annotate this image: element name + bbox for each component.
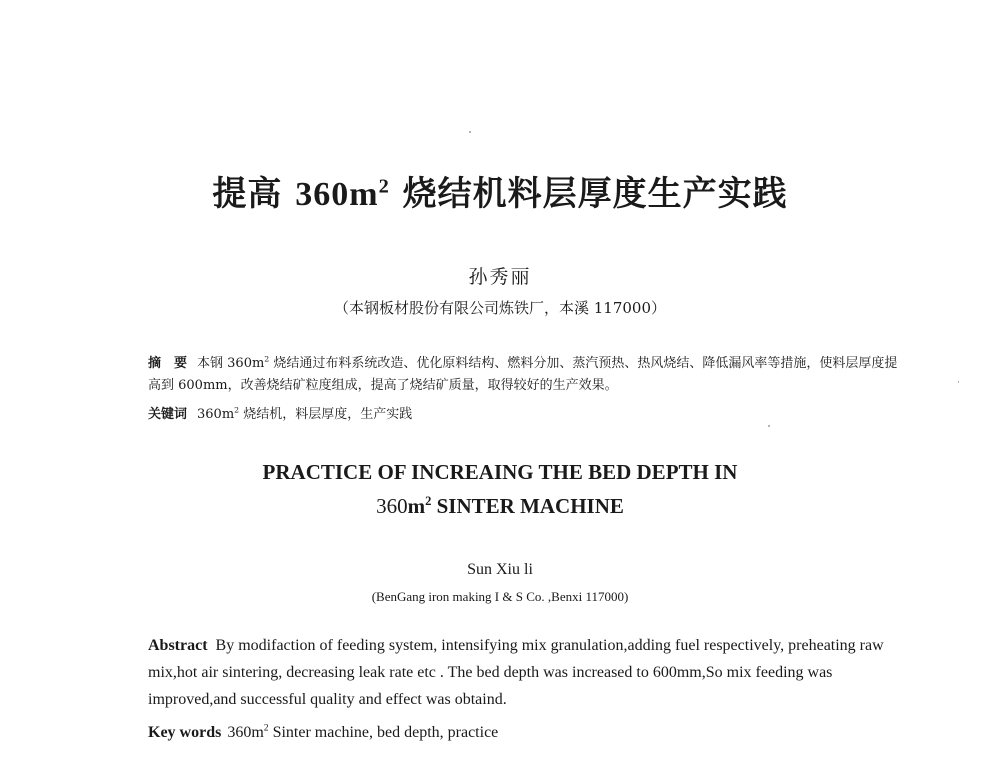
scan-speck bbox=[469, 131, 471, 133]
chinese-abstract-text-rest: 烧结通过布料系统改造、优化原料结构、燃料分加、蒸汽预热、热风烧结、降低漏风率等措施，使料层厚度提高到 600mm，改善烧结矿粒度组成，提高了烧结矿质量，取得较好的生产效果。 bbox=[148, 356, 898, 393]
chinese-keywords-text-start: 360m bbox=[197, 407, 235, 422]
chinese-title-suffix: 烧结机料层厚度生产实践 bbox=[402, 174, 788, 214]
chinese-keywords-superscript: 2 bbox=[234, 405, 240, 415]
english-affiliation: (BenGang iron making I & S Co. ,Benxi 117000) bbox=[371, 589, 629, 604]
english-keywords-label: Key words bbox=[148, 724, 222, 741]
english-abstract-text: By modifaction of feeding system, intensifying mix granulation,adding fuel respectively, preheating raw mix,hot air sintering, decreasing leak rate etc . The bed depth was increased to 600mm,So mix feeding was improved,and successful quality and effect was obtaind. bbox=[148, 637, 884, 708]
chinese-keywords-label: 关键词 bbox=[148, 407, 188, 422]
scan-speck bbox=[958, 381, 959, 383]
english-abstract bbox=[148, 632, 900, 713]
chinese-abstract-superscript: 2 bbox=[264, 354, 270, 364]
english-title-number: 360 bbox=[376, 494, 408, 518]
chinese-abstract-label: 摘 要 bbox=[148, 356, 188, 371]
english-title bbox=[0, 455, 1000, 523]
english-keywords-text-start: 360m bbox=[227, 724, 264, 741]
chinese-author: 孙秀丽 bbox=[468, 266, 532, 288]
chinese-title-superscript: 2 bbox=[378, 175, 390, 198]
english-author: Sun Xiu li bbox=[467, 561, 533, 578]
chinese-abstract bbox=[148, 353, 900, 397]
english-title-line-1: PRACTICE OF INCREAING THE BED DEPTH IN bbox=[262, 460, 738, 484]
chinese-title-number: $360m^2$ bbox=[295, 175, 390, 213]
chinese-affiliation: （本钢板材股份有限公司炼铁厂，本溪 117000） bbox=[333, 299, 667, 317]
chinese-title-prefix: 提高 bbox=[212, 174, 283, 214]
english-keywords bbox=[148, 721, 900, 745]
chinese-title bbox=[0, 174, 1000, 216]
english-title-rest: SINTER MACHINE bbox=[431, 494, 624, 518]
chinese-abstract-text-start: 本钢 360m bbox=[197, 356, 265, 371]
english-keywords-text-rest: Sinter machine, bed depth, practice bbox=[268, 724, 499, 741]
english-title-line-2 bbox=[0, 489, 1000, 523]
english-title-superscript: 2 bbox=[425, 494, 432, 508]
chinese-keywords bbox=[148, 404, 900, 426]
chinese-keywords-text-rest: 烧结机，料层厚度，生产实践 bbox=[239, 407, 413, 422]
english-keywords-superscript: 2 bbox=[263, 722, 269, 734]
english-title-unit: m bbox=[407, 494, 426, 518]
english-abstract-label: Abstract bbox=[148, 637, 208, 654]
